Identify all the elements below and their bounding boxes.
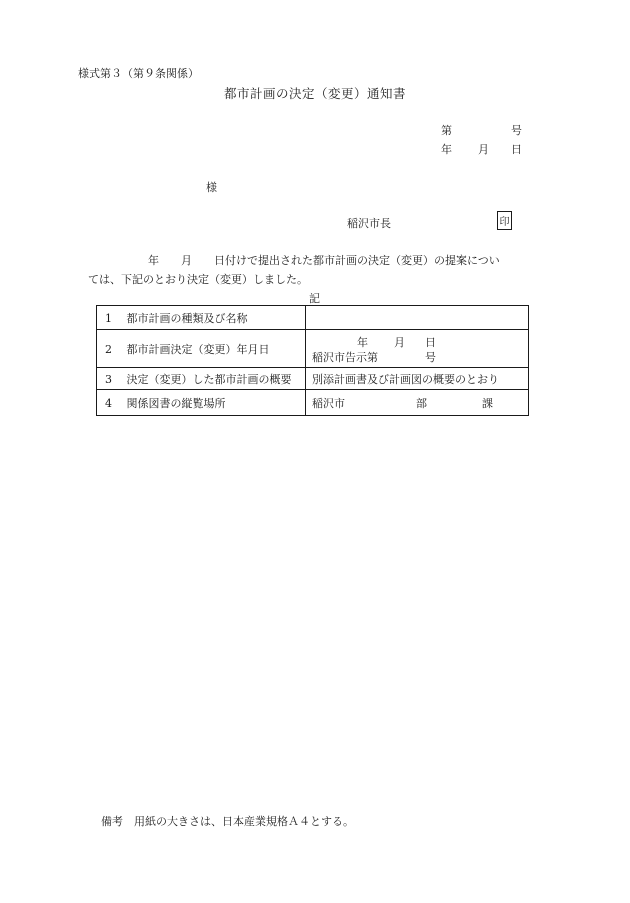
row-value-cell: 別添計画書及び計画図の概要のとおり xyxy=(306,368,529,390)
table-row xyxy=(97,368,529,390)
date-day-label: 日 xyxy=(511,143,522,156)
decision-date-day: 日 xyxy=(425,335,436,349)
location-department: 部 xyxy=(416,397,427,410)
decision-date-month: 月 xyxy=(394,335,405,349)
date-month-label: 月 xyxy=(478,143,489,156)
notice-number-suffix: 号 xyxy=(425,350,436,364)
table-row xyxy=(97,390,529,416)
row-value-cell xyxy=(306,306,529,330)
table-row xyxy=(97,306,529,330)
document-title: 都市計画の決定（変更）通知書 xyxy=(223,86,406,101)
row-value-cell xyxy=(306,330,529,368)
row-label-cell xyxy=(97,306,306,330)
memo-heading: 記 xyxy=(309,292,320,305)
details-table xyxy=(96,305,529,416)
seal-stamp-box: 印 xyxy=(497,211,512,230)
row-label-cell xyxy=(97,368,306,390)
decision-date-year: 年 xyxy=(357,335,368,349)
notice-number-prefix: 稲沢市告示第 xyxy=(312,350,378,364)
item-label: 都市計画の種類及び名称 xyxy=(126,311,248,325)
item-number: 3 xyxy=(105,372,112,386)
document-number-prefix: 第 xyxy=(441,124,452,137)
row-label-cell xyxy=(97,390,306,416)
location-city: 稲沢市 xyxy=(312,397,345,410)
item-number: 2 xyxy=(105,342,112,356)
issuer-name: 稲沢市長 xyxy=(347,217,391,230)
form-number: 様式第３（第９条関係） xyxy=(78,67,199,80)
item-label: 関係図書の縦覧場所 xyxy=(126,396,226,410)
addressee-honorific: 様 xyxy=(206,181,217,194)
item-label: 都市計画決定（変更）年月日 xyxy=(126,342,270,356)
item-number: 4 xyxy=(105,396,112,410)
date-year-label: 年 xyxy=(441,143,452,156)
row-value-cell xyxy=(306,390,529,416)
body-text-line-2: ては、下記のとおり決定（変更）しました。 xyxy=(88,273,308,286)
table-row xyxy=(97,330,529,368)
remarks-note: 備考 用紙の大きさは、日本産業規格Ａ４とする。 xyxy=(101,815,354,828)
item-label: 決定（変更）した都市計画の概要 xyxy=(126,372,292,386)
location-section: 課 xyxy=(482,397,493,410)
body-text-line-1: 年 月 日付けで提出された都市計画の決定（変更）の提案につい xyxy=(148,254,500,267)
document-number-suffix: 号 xyxy=(511,124,522,137)
item-number: 1 xyxy=(105,311,112,325)
row-label-cell xyxy=(97,330,306,368)
